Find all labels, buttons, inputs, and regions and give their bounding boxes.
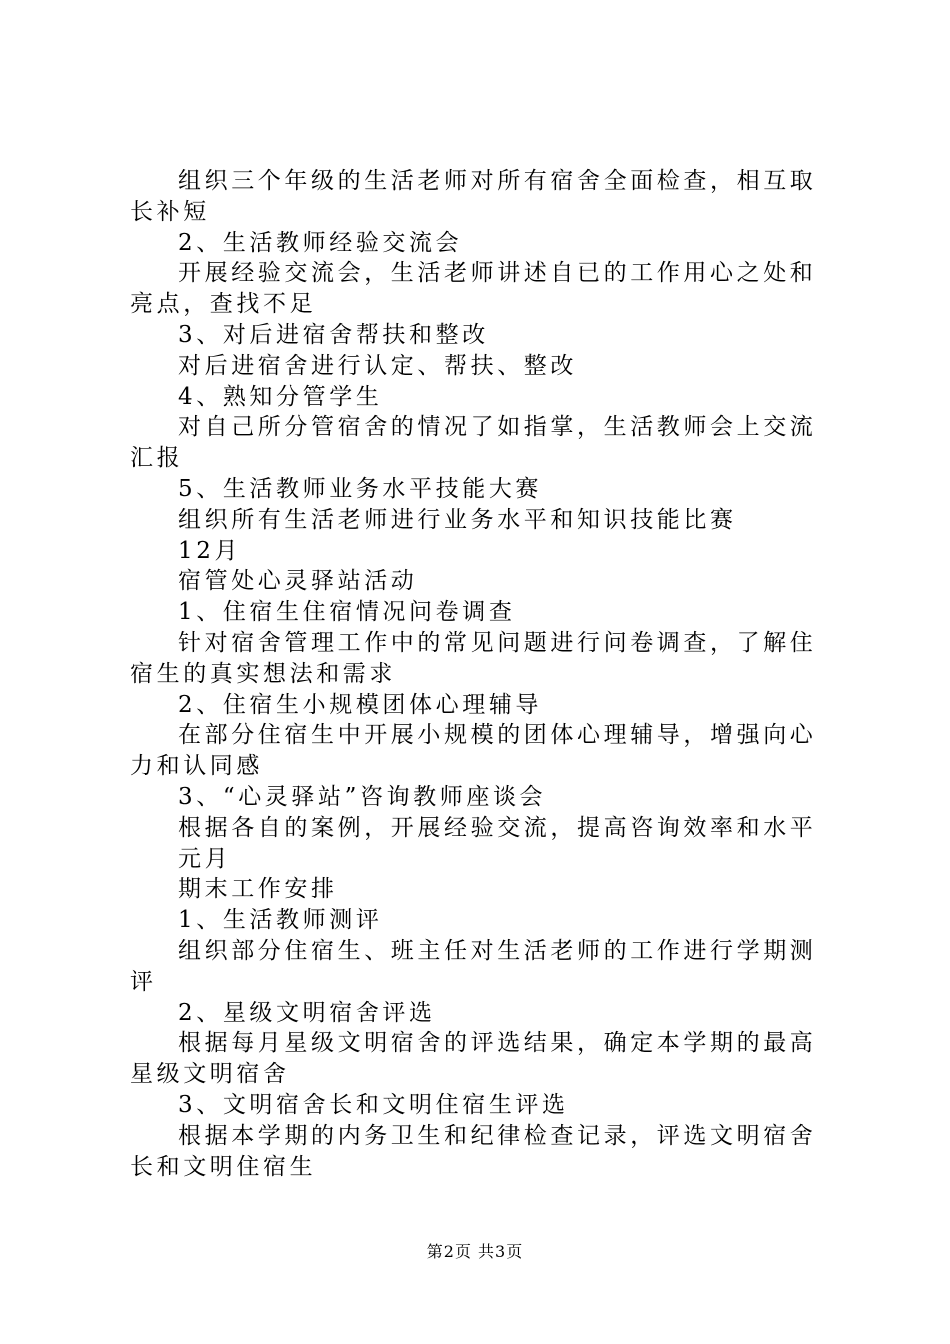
section-heading: 2、住宿生小规模团体心理辅导 [178,691,543,718]
activity-title: 期末工作安排 [178,876,338,903]
section-heading: 5、生活教师业务水平技能大赛 [178,475,543,502]
paragraph: 针对宿舍管理工作中的常见问题进行问卷调查，了解住宿生的真实想法和需求 [130,629,817,687]
section-heading: 3、对后进宿舍帮扶和整改 [178,321,489,348]
month-heading: 12月 [178,537,242,564]
paragraph: 根据各自的案例，开展经验交流，提高咨询效率和水平 [178,814,817,841]
section-heading: 2、星级文明宿舍评选 [178,999,436,1026]
section-heading: 3、“心灵驿站”咨询教师座谈会 [178,783,547,810]
section-heading: 1、住宿生住宿情况问卷调查 [178,599,516,626]
document-body [130,166,830,1182]
paragraph: 在部分住宿生中开展小规模的团体心理辅导，增强向心力和认同感 [130,722,817,780]
paragraph: 根据本学期的内务卫生和纪律检查记录，评选文明宿舍长和文明住宿生 [130,1122,817,1180]
paragraph: 组织所有生活老师进行业务水平和知识技能比赛 [178,506,737,533]
section-heading: 3、文明宿舍长和文明住宿生评选 [178,1091,569,1118]
paragraph: 组织三个年级的生活老师对所有宿舍全面检查，相互取长补短 [130,168,817,225]
activity-title: 宿管处心灵驿站活动 [178,568,418,595]
paragraph: 对后进宿舍进行认定、帮扶、整改 [178,352,577,379]
section-heading: 2、生活教师经验交流会 [178,229,463,256]
paragraph: 组织部分住宿生、班主任对生活老师的工作进行学期测评 [130,937,817,995]
month-heading: 元月 [178,845,232,872]
section-heading: 4、熟知分管学生 [178,383,383,410]
paragraph: 对自己所分管宿舍的情况了如指掌，生活教师会上交流汇报 [130,414,817,472]
paragraph: 开展经验交流会，生活老师讲述自已的工作用心之处和亮点，查找不足 [130,260,817,318]
page-footer: 第2页 共3页 [426,1242,524,1261]
paragraph: 根据每月星级文明宿舍的评选结果，确定本学期的最高星级文明宿舍 [130,1030,817,1088]
section-heading: 1、生活教师测评 [178,907,383,934]
